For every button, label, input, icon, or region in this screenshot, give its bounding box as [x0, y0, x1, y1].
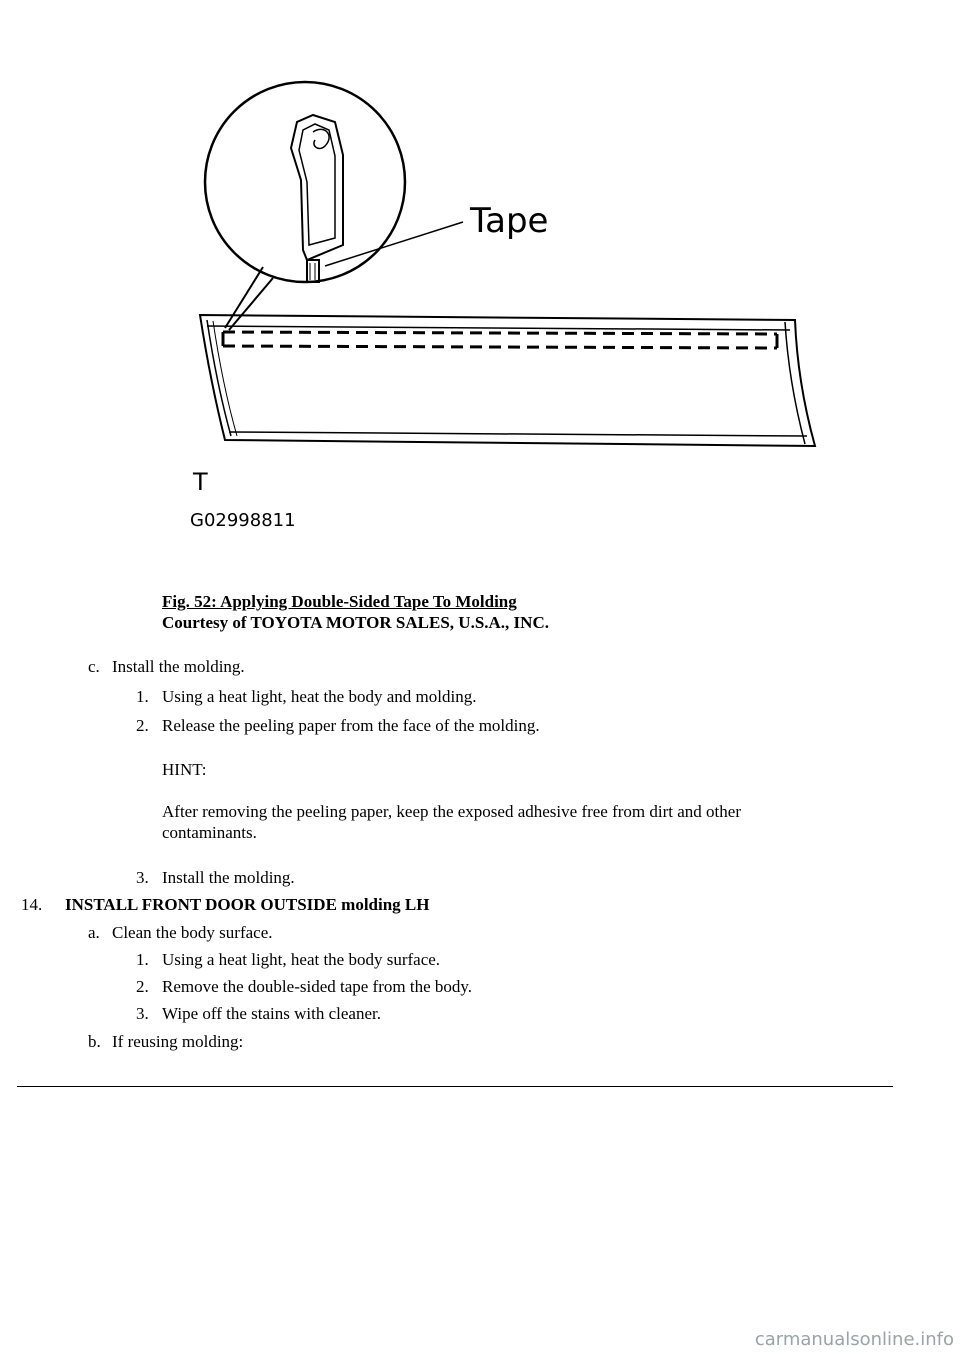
step-a-text: Clean the body surface.: [112, 923, 273, 942]
step-c-marker: c.: [88, 657, 100, 676]
step-b-marker: b.: [88, 1032, 101, 1051]
step-a-1: [136, 949, 441, 970]
list-text: Wipe off the stains with cleaner.: [162, 1004, 381, 1023]
list-text: Install the molding.: [162, 868, 295, 887]
step-c-text: Install the molding.: [112, 657, 245, 676]
step-c-1: [136, 686, 477, 707]
list-text: Using a heat light, heat the body surface.: [162, 950, 441, 969]
list-text: Release the peeling paper from the face of the molding.: [162, 716, 540, 735]
corner-mark: T: [193, 468, 208, 496]
tape-label: Tape: [470, 201, 549, 241]
list-marker: 1.: [136, 950, 149, 969]
list-marker: 2.: [136, 977, 149, 996]
hint-text-line1: After removing the peeling paper, keep the exposed adhesive free from dirt and other: [162, 802, 741, 821]
list-marker: 3.: [136, 868, 149, 887]
step-a: [88, 922, 273, 943]
detail-circle: [205, 82, 405, 282]
step-a-2: [136, 976, 473, 997]
list-marker: 3.: [136, 1004, 149, 1023]
hint-text-line2: contaminants.: [162, 823, 257, 842]
caption-credit: Courtesy of TOYOTA MOTOR SALES, U.S.A., INC.: [162, 613, 549, 632]
watermark: carmanualsonline.info: [754, 1329, 954, 1350]
molding-tape-figure: [185, 70, 825, 540]
step-b: [88, 1031, 244, 1052]
caption-title[interactable]: Fig. 52: Applying Double-Sided Tape To Molding: [162, 592, 517, 611]
step-c: [88, 656, 245, 677]
list-text: Remove the double-sided tape from the body.: [162, 977, 473, 996]
list-marker: 1.: [136, 687, 149, 706]
step-14-heading: INSTALL FRONT DOOR OUTSIDE molding LH: [65, 895, 430, 914]
figure-caption: [162, 591, 549, 633]
molding-illustration: [185, 70, 825, 540]
step-14-marker: 14.: [21, 895, 43, 914]
step-c-3: [136, 867, 295, 888]
step-a-3: [136, 1003, 381, 1024]
step-b-text: If reusing molding:: [112, 1032, 244, 1051]
list-text: Using a heat light, heat the body and molding.: [162, 687, 477, 706]
hint-label: HINT:: [162, 760, 207, 779]
list-marker: 2.: [136, 716, 149, 735]
figure-code: G02998811: [190, 510, 296, 531]
step-14: [21, 894, 430, 915]
page-divider: [17, 1086, 893, 1087]
step-c-2: [136, 715, 540, 736]
step-a-marker: a.: [88, 923, 100, 942]
